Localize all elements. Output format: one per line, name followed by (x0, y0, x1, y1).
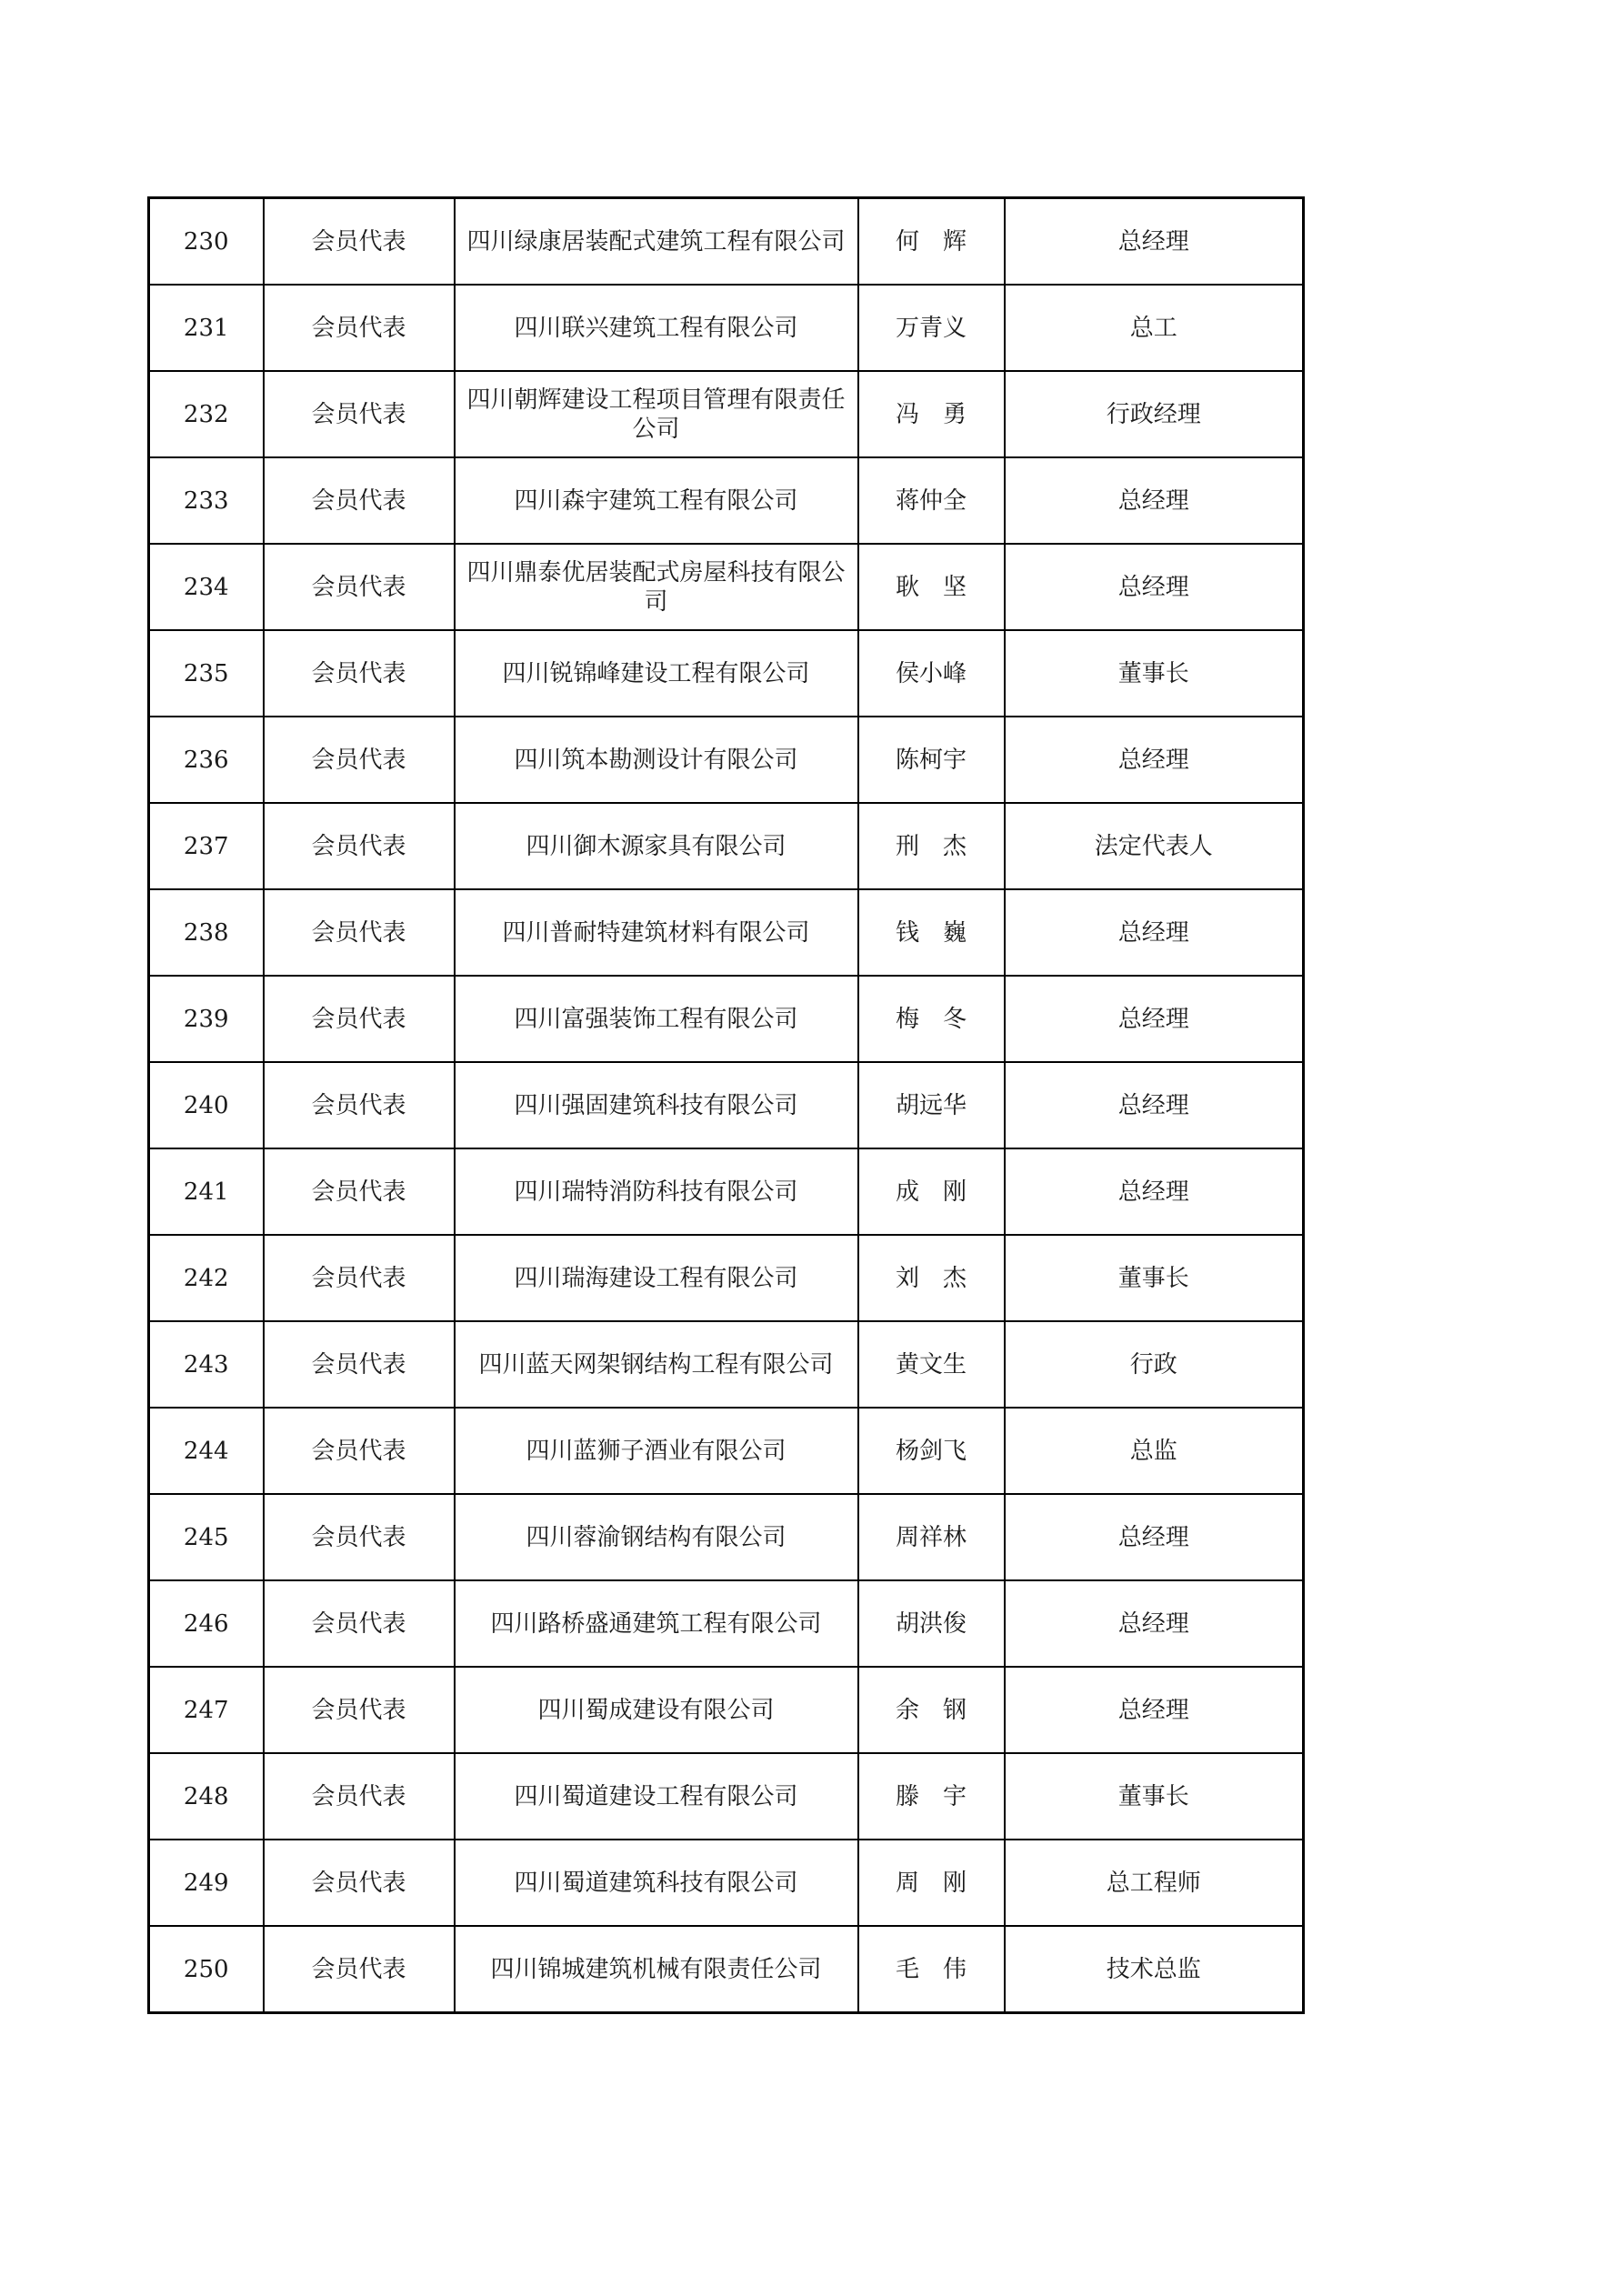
representative-name: 胡远华 (858, 1062, 1005, 1148)
representative-name: 黄文生 (858, 1321, 1005, 1408)
representative-name: 刑 杰 (858, 803, 1005, 889)
row-number: 247 (149, 1667, 264, 1753)
row-number: 232 (149, 371, 264, 457)
member-role: 会员代表 (264, 1408, 455, 1494)
company-name: 四川锦城建筑机械有限责任公司 (455, 1926, 858, 2013)
member-role: 会员代表 (264, 198, 455, 286)
job-title: 董事长 (1005, 1235, 1304, 1321)
company-name: 四川朝辉建设工程项目管理有限责任公司 (455, 371, 858, 457)
member-role: 会员代表 (264, 1580, 455, 1667)
table-row (149, 1840, 1304, 1926)
row-number: 231 (149, 285, 264, 371)
representative-name: 刘 杰 (858, 1235, 1005, 1321)
job-title: 法定代表人 (1005, 803, 1304, 889)
row-number: 246 (149, 1580, 264, 1667)
job-title: 董事长 (1005, 630, 1304, 717)
member-role: 会员代表 (264, 1840, 455, 1926)
company-name: 四川普耐特建筑材料有限公司 (455, 889, 858, 976)
company-name: 四川瑞特消防科技有限公司 (455, 1148, 858, 1235)
member-role: 会员代表 (264, 1926, 455, 2013)
company-name: 四川联兴建筑工程有限公司 (455, 285, 858, 371)
representative-name: 杨剑飞 (858, 1408, 1005, 1494)
company-name: 四川御木源家具有限公司 (455, 803, 858, 889)
company-name: 四川蜀道建筑科技有限公司 (455, 1840, 858, 1926)
company-name: 四川筑本勘测设计有限公司 (455, 717, 858, 803)
table-row (149, 1580, 1304, 1667)
member-role: 会员代表 (264, 285, 455, 371)
table-row (149, 457, 1304, 544)
table-row (149, 1235, 1304, 1321)
member-role: 会员代表 (264, 1062, 455, 1148)
company-name: 四川瑞海建设工程有限公司 (455, 1235, 858, 1321)
representative-name: 毛 伟 (858, 1926, 1005, 2013)
member-role: 会员代表 (264, 544, 455, 630)
job-title: 行政 (1005, 1321, 1304, 1408)
member-role: 会员代表 (264, 1148, 455, 1235)
company-name: 四川蓝天网架钢结构工程有限公司 (455, 1321, 858, 1408)
company-name: 四川富强装饰工程有限公司 (455, 976, 858, 1062)
representative-name: 蒋仲全 (858, 457, 1005, 544)
company-name: 四川蜀成建设有限公司 (455, 1667, 858, 1753)
member-table-body (149, 198, 1304, 2013)
table-row (149, 1926, 1304, 2013)
table-row (149, 1062, 1304, 1148)
row-number: 248 (149, 1753, 264, 1840)
representative-name: 万青义 (858, 285, 1005, 371)
table-row (149, 976, 1304, 1062)
representative-name: 耿 坚 (858, 544, 1005, 630)
company-name: 四川强固建筑科技有限公司 (455, 1062, 858, 1148)
member-role: 会员代表 (264, 1321, 455, 1408)
table-row (149, 717, 1304, 803)
job-title: 总工 (1005, 285, 1304, 371)
table-row (149, 198, 1304, 286)
member-role: 会员代表 (264, 976, 455, 1062)
table-row (149, 630, 1304, 717)
table-row (149, 803, 1304, 889)
member-role: 会员代表 (264, 371, 455, 457)
company-name: 四川蓉渝钢结构有限公司 (455, 1494, 858, 1580)
job-title: 总经理 (1005, 1148, 1304, 1235)
representative-name: 何 辉 (858, 198, 1005, 286)
company-name: 四川蓝狮子酒业有限公司 (455, 1408, 858, 1494)
representative-name: 侯小峰 (858, 630, 1005, 717)
job-title: 总经理 (1005, 976, 1304, 1062)
company-name: 四川鼎泰优居装配式房屋科技有限公司 (455, 544, 858, 630)
row-number: 250 (149, 1926, 264, 2013)
company-name: 四川蜀道建设工程有限公司 (455, 1753, 858, 1840)
row-number: 249 (149, 1840, 264, 1926)
representative-name: 陈柯宇 (858, 717, 1005, 803)
table-row (149, 1494, 1304, 1580)
job-title: 总经理 (1005, 1580, 1304, 1667)
representative-name: 滕 宇 (858, 1753, 1005, 1840)
job-title: 总工程师 (1005, 1840, 1304, 1926)
row-number: 237 (149, 803, 264, 889)
job-title: 总经理 (1005, 1667, 1304, 1753)
row-number: 234 (149, 544, 264, 630)
representative-name: 钱 巍 (858, 889, 1005, 976)
table-row (149, 889, 1304, 976)
representative-name: 余 钢 (858, 1667, 1005, 1753)
row-number: 241 (149, 1148, 264, 1235)
company-name: 四川路桥盛通建筑工程有限公司 (455, 1580, 858, 1667)
job-title: 总经理 (1005, 1062, 1304, 1148)
row-number: 238 (149, 889, 264, 976)
row-number: 235 (149, 630, 264, 717)
job-title: 总经理 (1005, 544, 1304, 630)
member-role: 会员代表 (264, 1235, 455, 1321)
job-title: 总经理 (1005, 457, 1304, 544)
company-name: 四川绿康居装配式建筑工程有限公司 (455, 198, 858, 286)
job-title: 技术总监 (1005, 1926, 1304, 2013)
member-role: 会员代表 (264, 457, 455, 544)
company-name: 四川锐锦峰建设工程有限公司 (455, 630, 858, 717)
row-number: 244 (149, 1408, 264, 1494)
table-row (149, 1753, 1304, 1840)
job-title: 总监 (1005, 1408, 1304, 1494)
member-role: 会员代表 (264, 1494, 455, 1580)
table-row (149, 544, 1304, 630)
member-role: 会员代表 (264, 717, 455, 803)
member-table (147, 196, 1305, 2014)
row-number: 239 (149, 976, 264, 1062)
company-name: 四川森宇建筑工程有限公司 (455, 457, 858, 544)
table-row (149, 371, 1304, 457)
row-number: 233 (149, 457, 264, 544)
member-role: 会员代表 (264, 889, 455, 976)
representative-name: 成 刚 (858, 1148, 1005, 1235)
row-number: 236 (149, 717, 264, 803)
representative-name: 胡洪俊 (858, 1580, 1005, 1667)
job-title: 总经理 (1005, 1494, 1304, 1580)
job-title: 董事长 (1005, 1753, 1304, 1840)
row-number: 242 (149, 1235, 264, 1321)
member-role: 会员代表 (264, 630, 455, 717)
row-number: 245 (149, 1494, 264, 1580)
member-role: 会员代表 (264, 803, 455, 889)
table-row (149, 1408, 1304, 1494)
table-row (149, 1321, 1304, 1408)
representative-name: 冯 勇 (858, 371, 1005, 457)
row-number: 243 (149, 1321, 264, 1408)
table-row (149, 1148, 1304, 1235)
job-title: 总经理 (1005, 198, 1304, 286)
representative-name: 梅 冬 (858, 976, 1005, 1062)
representative-name: 周 刚 (858, 1840, 1005, 1926)
member-role: 会员代表 (264, 1667, 455, 1753)
table-row (149, 1667, 1304, 1753)
row-number: 240 (149, 1062, 264, 1148)
job-title: 总经理 (1005, 889, 1304, 976)
job-title: 总经理 (1005, 717, 1304, 803)
row-number: 230 (149, 198, 264, 286)
representative-name: 周祥林 (858, 1494, 1005, 1580)
table-row (149, 285, 1304, 371)
member-role: 会员代表 (264, 1753, 455, 1840)
job-title: 行政经理 (1005, 371, 1304, 457)
